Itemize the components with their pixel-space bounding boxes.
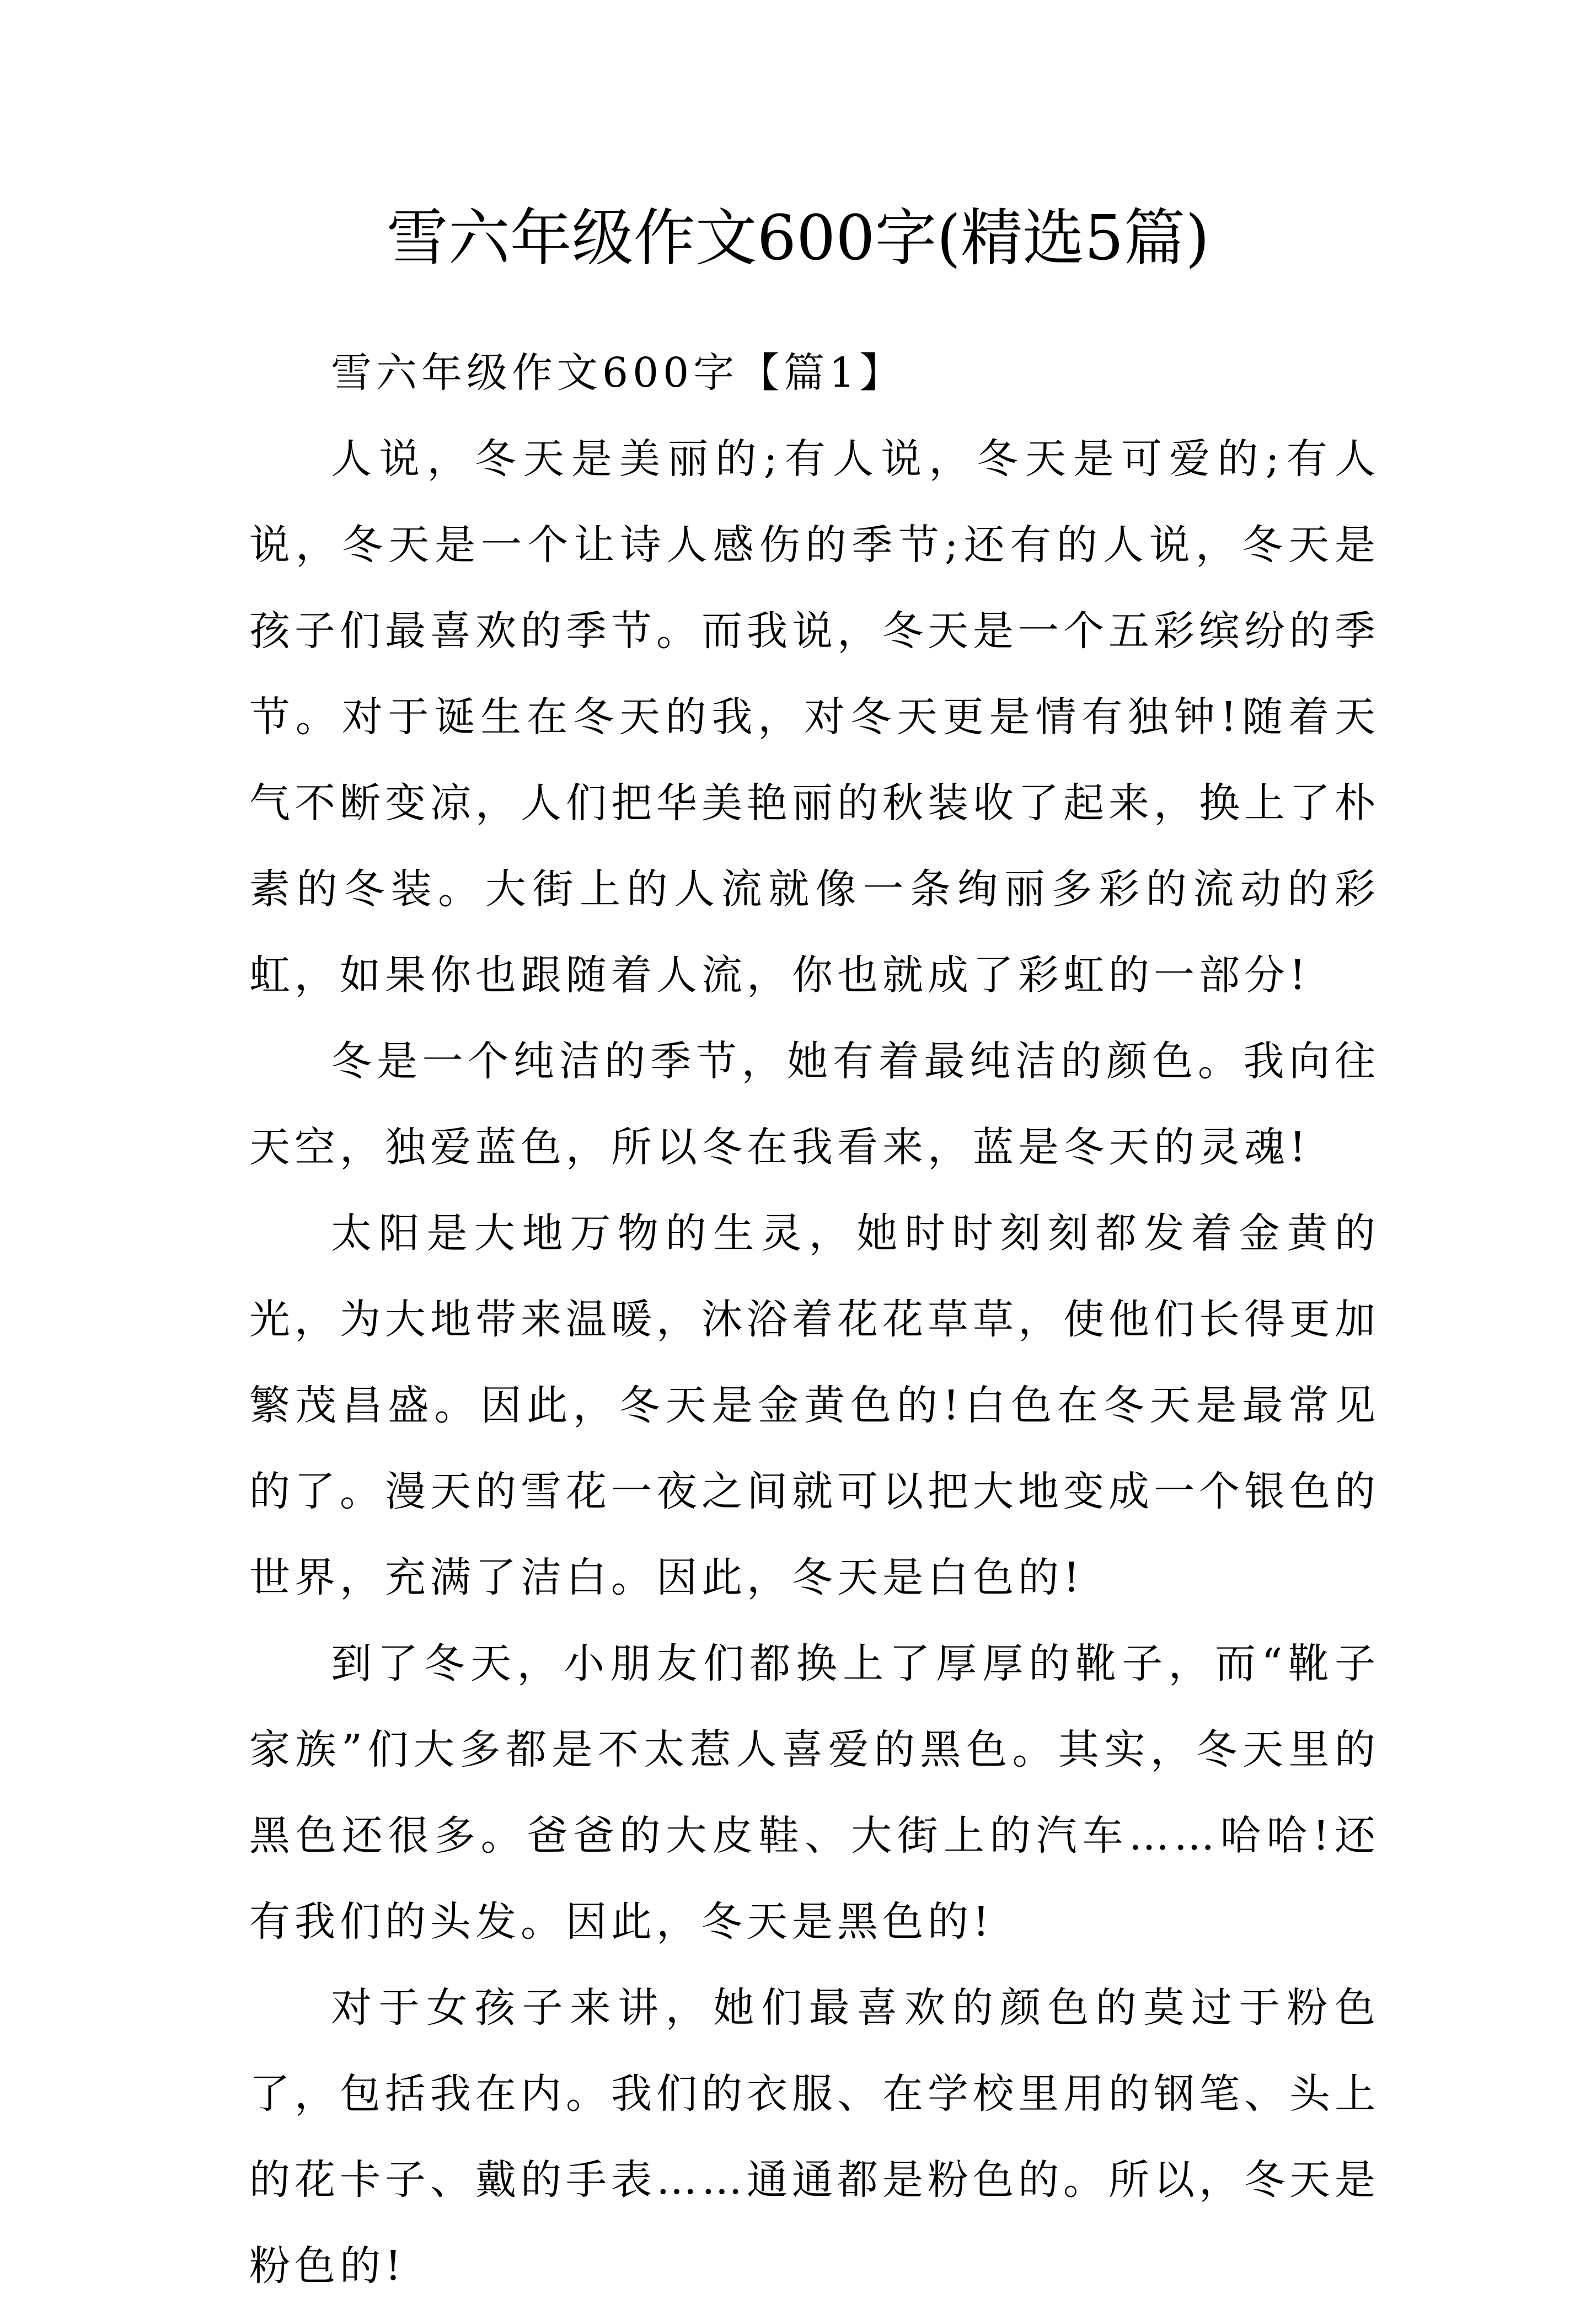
paragraph: 太阳是大地万物的生灵，她时时刻刻都发着金黄的光，为大地带来温暖，沐浴着花花草草，使他们长得更加繁茂昌盛。因此，冬天是金黄色的!白色在冬天是最常见的了。漫天的雪花一夜之间就可以把大地变成一个银色的世界，充满了洁白。因此，冬天是白色的! [249,1210,1380,1601]
document-body [249,330,1380,2309]
section-heading: 雪六年级作文600字【篇1】 [331,349,905,397]
paragraph: 到了冬天，小朋友们都换上了厚厚的靴子，而“靴子家族”们大多都是不太惹人喜爱的黑色。其实，冬天里的黑色还很多。爸爸的大皮鞋、大街上的汽车……哈哈!还有我们的头发。因此，冬天是黑色的! [249,1640,1380,1945]
document-title: 雪六年级作文600字(精选5篇) [386,202,1210,274]
paragraph: 人说，冬天是美丽的;有人说，冬天是可爱的;有人说，冬天是一个让诗人感伤的季节;还有的人说，冬天是孩子们最喜欢的季节。而我说，冬天是一个五彩缤纷的季节。对于诞生在冬天的我，对冬天更是情有独钟!随着天气不断变凉，人们把华美艳丽的秋装收了起来，换上了朴素的冬装。大街上的人流就像一条绚丽多彩的流动的彩虹，如果你也跟随着人流，你也就成了彩虹的一部分! [249,435,1380,999]
paragraph: 对于女孩子来讲，她们最喜欢的颜色的莫过于粉色了，包括我在内。我们的衣服、在学校里用的钢笔、头上的花卡子、戴的手表……通通都是粉色的。所以，冬天是粉色的! [249,1984,1380,2290]
paragraph: 冬是一个纯洁的季节，她有着最纯洁的颜色。我向往天空，独爱蓝色，所以冬在我看来，蓝是冬天的灵魂! [249,1038,1380,1171]
